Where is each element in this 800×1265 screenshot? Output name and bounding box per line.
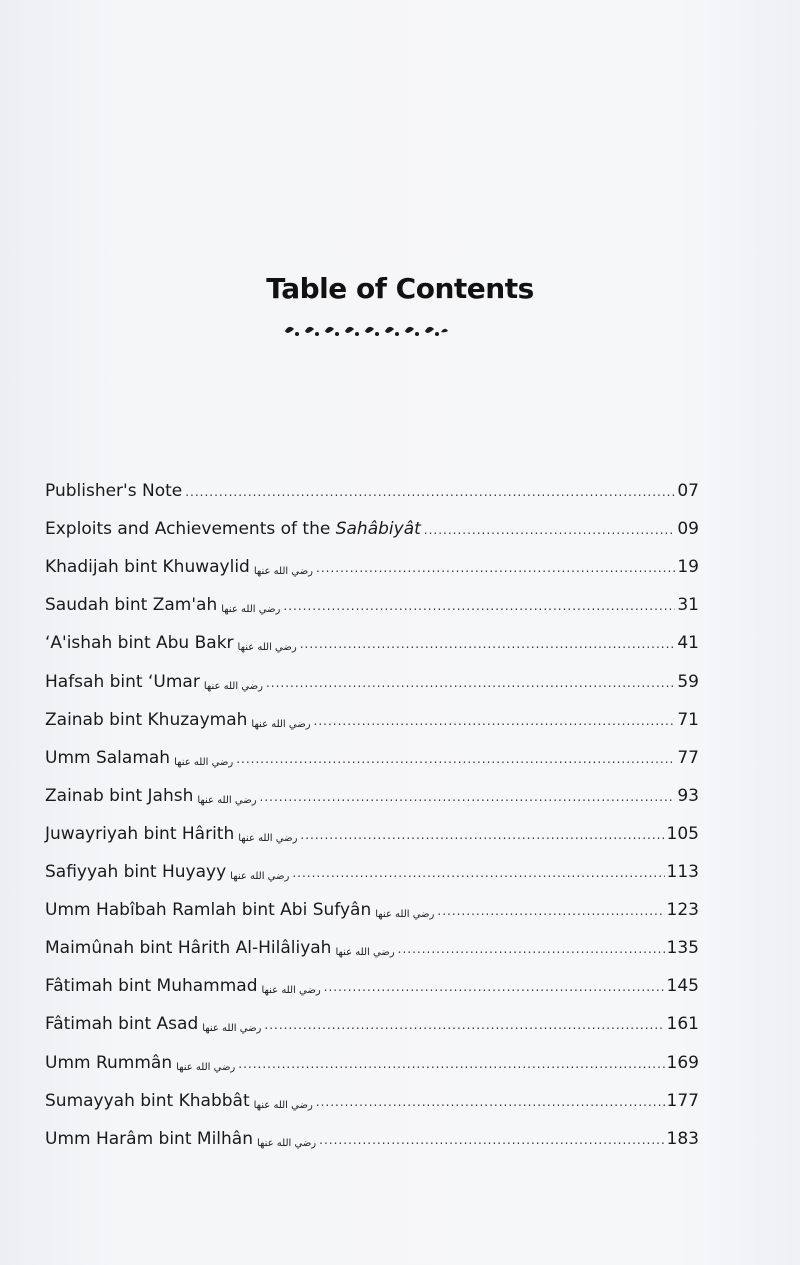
entry-page-number: 07 <box>677 481 699 502</box>
dot-leader <box>300 637 676 651</box>
dot-leader <box>316 1095 665 1109</box>
honorific-text: رضي الله عنها <box>253 566 314 578</box>
page-title: Table of Contents <box>266 272 534 305</box>
toc-entry-maimunah[interactable] <box>45 920 699 958</box>
dot-leader <box>185 485 675 499</box>
entry-title: Sumayyah bint Khabbât <box>45 1090 250 1111</box>
toc-entry-umm-habibah[interactable] <box>45 882 699 920</box>
entry-page-number: 183 <box>666 1128 699 1149</box>
entry-title: Safiyyah bint Huyayy <box>45 862 227 883</box>
dot-leader <box>264 1018 664 1032</box>
dot-leader <box>314 714 676 728</box>
entry-page-number: 31 <box>677 595 699 616</box>
honorific-text: رضي الله عنها <box>203 680 263 692</box>
toc-entry-umm-haram[interactable] <box>45 1111 699 1149</box>
toc-entry-safiyyah[interactable] <box>45 844 699 882</box>
toc-entry-umm-salamah[interactable] <box>45 730 699 768</box>
dot-leader <box>260 790 676 804</box>
honorific-text: رضي الله عنها <box>261 985 321 997</box>
dot-leader <box>236 752 675 766</box>
entry-title-italic: Sahâbiyât <box>335 519 421 540</box>
toc-entry-saudah[interactable] <box>45 577 699 615</box>
entry-page-number: 105 <box>666 823 699 844</box>
honorific-text: رضي الله عنها <box>202 1023 262 1035</box>
honorific-text: رضي الله عنها <box>375 909 435 921</box>
entry-title: Publisher's Note <box>45 481 183 502</box>
entry-title: Zainab bint Khuzaymah <box>45 709 248 730</box>
dot-leader <box>398 942 665 956</box>
dot-leader <box>300 828 664 842</box>
honorific-text: رضي الله عنها <box>221 604 281 616</box>
entry-title: Khadijah bint Khuwaylid <box>45 557 250 578</box>
entry-title: Saudah bint Zam'ah <box>45 595 218 616</box>
entry-title: ‘A'ishah bint Abu Bakr <box>45 633 234 654</box>
ornament-divider-icon <box>283 322 449 340</box>
dot-leader <box>437 904 664 918</box>
dot-leader <box>238 1057 664 1071</box>
entry-page-number: 161 <box>666 1014 699 1035</box>
honorific-text: رضي الله عنها <box>230 871 290 883</box>
entry-page-number: 41 <box>677 633 699 654</box>
entry-title: Umm Rummân <box>45 1052 173 1073</box>
entry-page-number: 145 <box>666 976 699 997</box>
toc-entry-fatimah-asad[interactable] <box>45 996 699 1034</box>
dot-leader <box>266 676 675 690</box>
toc-entry-aishah[interactable] <box>45 615 699 653</box>
entry-page-number: 59 <box>677 671 699 692</box>
toc-entry-sumayyah[interactable] <box>45 1073 699 1111</box>
toc-entry-khadijah[interactable] <box>45 539 699 577</box>
entry-title: Exploits and Achievements of the Sahâbiyât <box>45 519 421 540</box>
honorific-text: رضي الله عنها <box>251 718 311 730</box>
toc-entry-fatimah-muhammad[interactable] <box>45 958 699 996</box>
entry-title: Hafsah bint ‘Umar <box>45 671 200 692</box>
toc-entry-hafsah[interactable] <box>45 653 699 691</box>
entry-title: Fâtimah bint Muhammad <box>45 976 258 997</box>
entry-page-number: 77 <box>677 747 699 768</box>
toc-entry-juwayriyah[interactable] <box>45 806 699 844</box>
honorific-text: رضي الله عنها <box>335 947 395 959</box>
table-of-contents <box>45 463 699 1149</box>
toc-entry-exploits[interactable] <box>45 501 699 539</box>
entry-title: Umm Harâm bint Milhân <box>45 1128 253 1149</box>
entry-page-number: 93 <box>677 785 699 806</box>
dot-leader <box>324 980 665 994</box>
entry-title: Maimûnah bint Hârith Al-Hilâliyah <box>45 938 332 959</box>
entry-title: Juwayriyah bint Hârith <box>45 823 235 844</box>
honorific-text: رضي الله عنها <box>238 832 298 844</box>
entry-page-number: 113 <box>666 862 699 883</box>
honorific-text: رضي الله عنها <box>253 1099 313 1111</box>
toc-entry-publishers-note[interactable] <box>45 463 699 501</box>
entry-title: Zainab bint Jahsh <box>45 785 194 806</box>
entry-title: Fâtimah bint Asad <box>45 1014 199 1035</box>
dot-leader <box>283 599 675 613</box>
entry-page-number: 09 <box>677 519 699 540</box>
honorific-text: رضي الله عنها <box>174 756 234 768</box>
entry-page-number: 71 <box>677 709 699 730</box>
honorific-text: رضي الله عنها <box>176 1061 236 1073</box>
entry-page-number: 123 <box>666 900 699 921</box>
toc-entry-umm-rumman[interactable] <box>45 1034 699 1072</box>
honorific-text: رضي الله عنها <box>256 1137 317 1149</box>
dot-leader <box>316 561 675 575</box>
dot-leader <box>424 523 676 537</box>
toc-entry-zainab-jahsh[interactable] <box>45 768 699 806</box>
toc-entry-zainab-khuzaymah[interactable] <box>45 692 699 730</box>
entry-title: Umm Salamah <box>45 747 171 768</box>
honorific-text: رضي الله عنها <box>237 642 297 654</box>
entry-page-number: 19 <box>677 557 699 578</box>
dot-leader <box>292 866 664 880</box>
honorific-text: رضي الله عنها <box>197 794 257 806</box>
entry-page-number: 177 <box>666 1090 699 1111</box>
entry-page-number: 169 <box>666 1052 699 1073</box>
entry-page-number: 135 <box>666 938 699 959</box>
dot-leader <box>319 1133 664 1147</box>
entry-title: Umm Habîbah Ramlah bint Abi Sufyân <box>45 900 372 921</box>
